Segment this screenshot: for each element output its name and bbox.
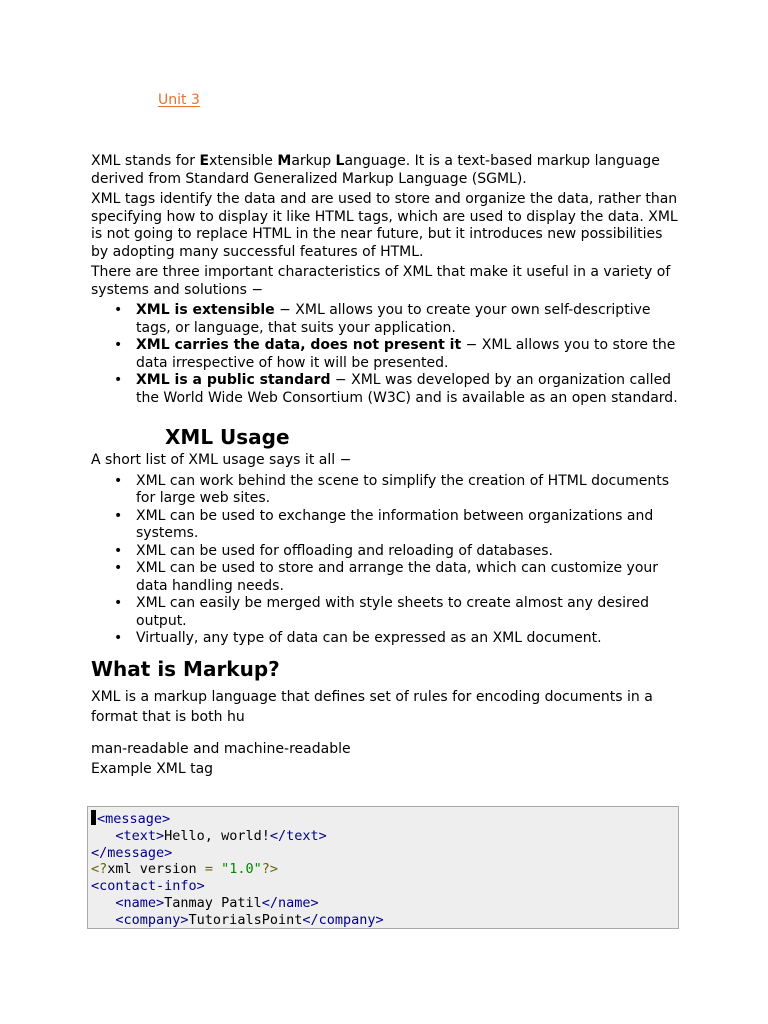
xml-usage-heading: XML Usage xyxy=(165,425,290,449)
list-item: • XML can be used for offloading and reloading of databases. xyxy=(136,543,681,561)
code-tag: </name> xyxy=(261,894,319,911)
code-tag: </company> xyxy=(302,911,384,928)
markup-heading: What is Markup? xyxy=(91,656,280,681)
code-attr: xml version xyxy=(107,861,205,878)
code-pi: ?> xyxy=(261,861,278,878)
list-item: • XML carries the data, does not present it − XML allows you to store the data irrespective of how it will be presented. xyxy=(136,337,681,372)
characteristics-list xyxy=(91,302,681,407)
list-item: • XML can be used to store and arrange the data, which can customize your data handling needs. xyxy=(136,560,681,595)
code-string: "1.0" xyxy=(221,861,262,878)
code-line-1: <message> xyxy=(97,811,171,827)
xml-code-block[interactable] xyxy=(87,806,679,929)
list-item: • XML can easily be merged with style sheets to create almost any desired output. xyxy=(136,595,681,630)
intro-paragraph-1: XML stands for Extensible Markup Language. It is a text-based markup language derived from Standard Generalized Markup Language (SGML). xyxy=(91,153,660,187)
code-tag: <name> xyxy=(115,894,165,911)
list-item: • XML is a public standard − XML was developed by an organization called the World Wide Web Consortium (W3C) and is available as an open standard. xyxy=(136,372,681,407)
list-item: • Virtually, any type of data can be expressed as an XML document. xyxy=(136,630,681,648)
text-cursor xyxy=(91,810,96,825)
usage-intro: A short list of XML usage says it all − xyxy=(91,452,352,468)
code-tag: <text> xyxy=(115,827,165,844)
intro-paragraph-2: XML tags identify the data and are used to store and organize the data, rather than specifying how to display it like HTML tags, which are used to display the data. XML is not going to replace HTML in the near future, but it introduces new possibilities by adopting many successful features of HTML. xyxy=(91,191,678,260)
code-line-5: <contact-info> xyxy=(91,878,205,895)
unit-3-link[interactable]: Unit 3 xyxy=(158,92,200,108)
list-item: • XML can be used to exchange the information between organizations and systems. xyxy=(136,508,681,543)
list-item: • XML is extensible − XML allows you to create your own self-descriptive tags, or language, that suits your application. xyxy=(136,302,681,337)
code-pi: <? xyxy=(91,861,108,878)
code-eq: = xyxy=(204,861,213,878)
code-text: Tanmay Patil xyxy=(164,894,262,911)
code-tag: <company> xyxy=(115,911,189,928)
document-body xyxy=(91,153,681,782)
usage-list xyxy=(91,473,681,648)
code-text: Hello, world! xyxy=(164,827,270,844)
markup-paragraph-1: XML is a markup language that defines set of rules for encoding documents in a format that is both hu xyxy=(91,688,653,725)
intro-paragraph-3: There are three important characteristics of XML that make it useful in a variety of systems and solutions − xyxy=(91,264,671,298)
list-item: • XML can work behind the scene to simplify the creation of HTML documents for large web sites. xyxy=(136,473,681,508)
code-text: TutorialsPoint xyxy=(188,911,303,928)
example-label: Example XML tag xyxy=(91,761,214,777)
markup-paragraph-2: man-readable and machine-readable xyxy=(91,740,351,757)
code-tag: </text> xyxy=(269,827,327,844)
code-line-3: </message> xyxy=(91,844,173,861)
